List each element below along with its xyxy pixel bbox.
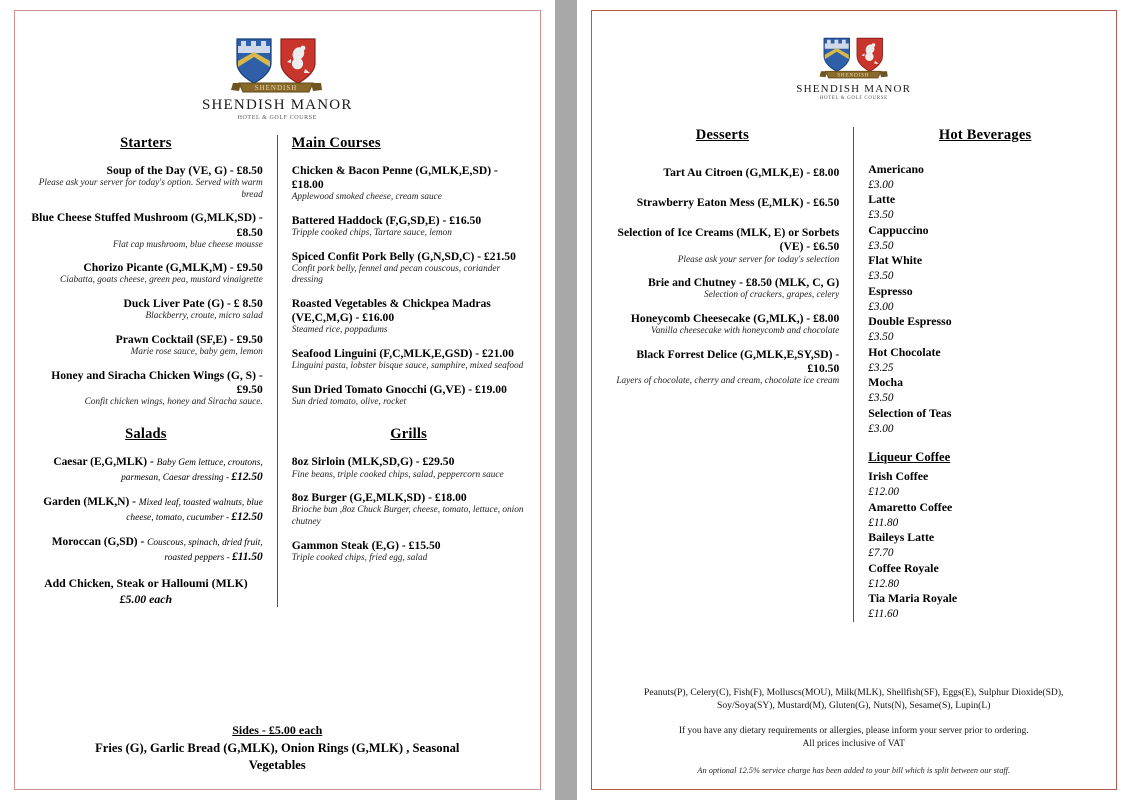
item-name: Prawn Cocktail (SF,E) - £9.50 xyxy=(115,332,263,346)
item-description: Layers of chocolate, cherry and cream, chocolate ice cream xyxy=(616,375,840,386)
beverage-item xyxy=(868,500,1102,530)
item-description: Tripple cooked chips, Tartare sauce, lemon xyxy=(291,228,452,239)
item-description: Baby Gem lettuce, croutons, parmesan, Caesar dressing xyxy=(121,458,263,484)
item-name: Black Forrest Delice (G,MLK,E,SY,SD) - £10.50 xyxy=(636,347,840,375)
brand-subtitle: HOTEL & GOLF COURSE xyxy=(237,115,317,121)
beverage-name: Coffee Royale xyxy=(868,560,939,575)
menu-item xyxy=(606,226,840,266)
beverage-item xyxy=(868,314,1102,344)
beverage-price: £3.50 xyxy=(868,270,894,283)
page-right-border xyxy=(591,10,1118,790)
section-title-hot-beverages: Hot Beverages xyxy=(938,127,1032,143)
beverage-name: Mocha xyxy=(868,375,903,390)
svg-text:SHENDISH: SHENDISH xyxy=(837,72,869,79)
beverage-price: £12.00 xyxy=(868,486,900,499)
section-title-desserts: Desserts xyxy=(695,127,749,143)
column-beverages xyxy=(853,127,1102,622)
beverage-name: Hot Chocolate xyxy=(868,344,941,359)
beverage-name: Amaretto Coffee xyxy=(868,499,953,514)
item-description: Sun dried tomato, olive, rocket xyxy=(291,396,407,407)
beverage-price: £3.00 xyxy=(868,178,894,191)
menu-item xyxy=(606,196,840,210)
menu-item xyxy=(292,455,526,481)
item-description: Ciabatta, goats cheese, green pea, mustard vinaigrette xyxy=(60,275,263,286)
dietary-notice xyxy=(618,725,1091,752)
item-name: Selection of Ice Creams (MLK, E) or Sorbets (VE) - £6.50 xyxy=(617,226,840,254)
menu-item: Garden (MLK,N) - Mixed leaf, toasted walnuts, blue cheese, tomato, cucumber - £12.50 xyxy=(43,496,263,523)
item-description: Vanilla cheesecake with honeycomb and chocolate xyxy=(651,326,840,337)
beverage-price: £3.25 xyxy=(868,361,894,374)
beverage-price: £3.00 xyxy=(868,422,894,435)
item-name: Caesar (E,G,MLK) xyxy=(53,456,148,469)
shendish-crest-icon xyxy=(818,33,890,81)
item-description: Brioche bun ,8oz Chuck Burger, cheese, tomato, lettuce, onion chutney xyxy=(291,505,524,527)
beverage-name: Selection of Teas xyxy=(868,405,952,420)
brand-subtitle: HOTEL & GOLF COURSE xyxy=(819,96,888,101)
menu-item xyxy=(29,164,263,201)
item-name: Strawberry Eaton Mess (E,MLK) - £6.50 xyxy=(636,196,840,210)
item-description: Triple cooked chips, fried egg, salad xyxy=(291,552,428,563)
menu-item xyxy=(292,164,526,204)
item-description: Steamed rice, poppadums xyxy=(291,325,388,336)
menu-item xyxy=(292,383,526,409)
beverage-price: £7.70 xyxy=(868,547,894,560)
beverage-price: £3.50 xyxy=(868,239,894,252)
add-on-label: Add Chicken, Steak or Halloumi (MLK) xyxy=(44,576,248,591)
beverage-price: £3.00 xyxy=(868,300,894,313)
beverage-item xyxy=(868,253,1102,283)
section-title-starters: Starters xyxy=(120,135,172,151)
menu-item xyxy=(606,312,840,338)
beverage-item xyxy=(868,192,1102,222)
item-name: 8oz Burger (G,E,MLK,SD) - £18.00 xyxy=(291,491,467,505)
menu-item xyxy=(29,211,263,251)
item-name: Roasted Vegetables & Chickpea Madras (VE,C,M,G) - £16.00 xyxy=(291,297,491,325)
item-description: Confit chicken wings, honey and Siracha sauce. xyxy=(84,396,263,407)
beverage-price: £11.60 xyxy=(868,608,899,621)
item-name: 8oz Sirloin (MLK,SD,G) - £29.50 xyxy=(291,455,455,469)
item-name: Duck Liver Pate (G) - £ 8.50 xyxy=(123,297,263,310)
item-description: Please ask your server for today's option. Served with warm bread xyxy=(38,178,263,200)
left-page-columns xyxy=(29,135,526,607)
column-starters-salads xyxy=(29,135,277,607)
item-description: Selection of crackers, grapes, celery xyxy=(703,290,840,301)
beverage-item xyxy=(868,223,1102,253)
menu-item xyxy=(29,369,263,409)
beverage-item xyxy=(868,375,1102,405)
item-price: £11.50 xyxy=(232,550,263,563)
section-title-grills: Grills xyxy=(390,426,427,443)
menu-item: Moroccan (G,SD) - Couscous, spinach, dried fruit, roasted peppers - £11.50 xyxy=(51,535,263,563)
brand-name: SHENDISH MANOR xyxy=(796,83,912,95)
right-page-columns xyxy=(606,127,1103,622)
beverage-item xyxy=(868,345,1102,375)
beverage-item xyxy=(868,530,1102,560)
item-name: Blue Cheese Stuffed Mushroom (G,MLK,SD) - £8.50 xyxy=(31,211,263,239)
menu-item xyxy=(29,261,263,287)
item-price: £12.50 xyxy=(231,471,263,484)
item-name: Chorizo Picante (G,MLK,M) - £9.50 xyxy=(83,261,263,275)
beverage-price: £11.80 xyxy=(868,516,899,529)
beverage-name: Flat White xyxy=(868,253,923,268)
beverage-item xyxy=(868,162,1102,192)
item-name: Sun Dried Tomato Gnocchi (G,VE) - £19.00 xyxy=(291,382,507,396)
section-title-salads: Salads xyxy=(125,426,167,443)
brand-logo-right xyxy=(606,33,1103,101)
section-title-sides: Sides - £5.00 each xyxy=(232,723,323,738)
menu-item xyxy=(292,347,526,373)
section-title-liqueur-coffee: Liqueur Coffee xyxy=(868,450,951,465)
brand-name: SHENDISH MANOR xyxy=(201,97,353,113)
item-description: Mixed leaf, toasted walnuts, blue cheese, tomato, cucumber xyxy=(126,498,263,523)
beverage-price: £3.50 xyxy=(868,331,894,344)
allergen-footer xyxy=(618,686,1091,775)
shendish-crest-icon xyxy=(229,33,325,95)
item-name: Battered Haddock (F,G,SD,E) - £16.50 xyxy=(291,213,482,227)
beverage-name: Espresso xyxy=(868,283,913,298)
beverage-name: Tia Maria Royale xyxy=(868,591,958,606)
beverage-item xyxy=(868,284,1102,314)
salad-add-on xyxy=(29,576,263,607)
menu-page-right xyxy=(577,0,1131,800)
item-name: Seafood Linguini (F,C,MLK,E,GSD) - £21.00 xyxy=(291,346,514,360)
item-description: Linguini pasta, lobster bisque sauce, samphire, mixed seafood xyxy=(291,361,524,372)
beverage-item xyxy=(868,406,1102,436)
item-description: Marie rose sauce, baby gem, lemon xyxy=(130,346,263,357)
item-description: Couscous, spinach, dried fruit, roasted peppers xyxy=(147,537,263,563)
item-description: Fine beans, triple cooked chips, salad, peppercorn sauce xyxy=(291,469,504,480)
beverage-item xyxy=(868,469,1102,499)
menu-item xyxy=(292,491,526,528)
item-name: Honey and Siracha Chicken Wings (G, S) - £9.50 xyxy=(51,368,263,396)
vat-notice: All prices inclusive of VAT xyxy=(802,739,905,750)
beverage-price: £3.50 xyxy=(868,392,894,405)
item-description: Confit pork belly, fennel and pecan couscous, coriander dressing xyxy=(291,263,501,286)
beverage-name: Cappuccino xyxy=(868,222,929,237)
page-gutter xyxy=(555,0,577,800)
sides-section xyxy=(29,723,526,773)
menu-item xyxy=(292,214,526,240)
svg-text:SHENDISH: SHENDISH xyxy=(254,84,298,92)
beverage-price: £12.80 xyxy=(868,577,900,590)
add-on-price: £5.00 each xyxy=(119,591,173,606)
menu-item xyxy=(606,348,840,388)
item-name: Gammon Steak (E,G) - £15.50 xyxy=(291,538,441,552)
item-name: Moroccan (G,SD) xyxy=(51,535,138,548)
beverage-name: Americano xyxy=(868,162,924,176)
item-name: Tart Au Citroen (G,MLK,E) - £8.00 xyxy=(663,166,840,179)
beverage-price: £3.50 xyxy=(868,209,894,222)
item-description: Blackberry, croute, micro salad xyxy=(145,311,263,322)
item-name: Brie and Chutney - £8.50 (MLK, C, G) xyxy=(647,276,840,290)
beverage-name: Latte xyxy=(868,192,896,207)
menu-item xyxy=(606,166,840,180)
brand-logo-left xyxy=(29,33,526,121)
menu-item xyxy=(292,250,526,287)
beverage-name: Double Espresso xyxy=(868,314,952,329)
beverage-name: Baileys Latte xyxy=(868,530,935,545)
item-name: Chicken & Bacon Penne (G,MLK,E,SD) - £18.00 xyxy=(291,164,498,192)
menu-item: Caesar (E,G,MLK) - Baby Gem lettuce, croutons, parmesan, Caesar dressing - £12.50 xyxy=(53,456,263,484)
column-desserts xyxy=(606,127,854,622)
menu-item xyxy=(606,276,840,302)
item-name: Soup of the Day (VE, G) - £8.50 xyxy=(106,164,263,177)
item-description: Applewood smoked cheese, cream sauce xyxy=(291,192,442,203)
sides-list: Fries (G), Garlic Bread (G,MLK), Onion Rings (G,MLK) , Seasonal Vegetables xyxy=(95,741,460,772)
page-left-border xyxy=(14,10,541,790)
allergen-key: Peanuts(P), Celery(C), Fish(F), Molluscs(MOU), Milk(MLK), Shellfish(SF), Eggs(E), Sulphur Dioxide(SD), Soy/Soya(SY), Mustard(M), Gluten(G), Nuts(N), Sesame(S), Lupin(L) xyxy=(644,686,1064,712)
item-description: Flat cap mushroom, blue cheese mousse xyxy=(112,239,263,250)
menu-page-left xyxy=(0,0,555,800)
item-price: £12.50 xyxy=(231,510,263,523)
menu-item xyxy=(292,297,526,337)
menu-item xyxy=(29,297,263,323)
item-name: Garden (MLK,N) xyxy=(43,496,130,509)
menu-item xyxy=(292,539,526,565)
menu-item xyxy=(29,333,263,359)
item-name: Honeycomb Cheesecake (G,MLK,) - £8.00 xyxy=(630,311,840,325)
beverage-item xyxy=(868,561,1102,591)
dietary-notice-line1: If you have any dietary requirements or allergies, please inform your server prior to ordering. xyxy=(678,725,1029,736)
item-description: Please ask your server for today's selection xyxy=(677,254,840,265)
service-charge-notice: An optional 12.5% service charge has been added to your bill which is split between our staff. xyxy=(697,766,1011,775)
beverage-item xyxy=(868,591,1102,621)
beverage-name: Irish Coffee xyxy=(868,469,929,484)
column-mains-grills xyxy=(277,135,526,607)
item-name: Spiced Confit Pork Belly (G,N,SD,C) - £21.50 xyxy=(291,249,516,263)
section-title-main-courses: Main Courses xyxy=(291,135,381,151)
